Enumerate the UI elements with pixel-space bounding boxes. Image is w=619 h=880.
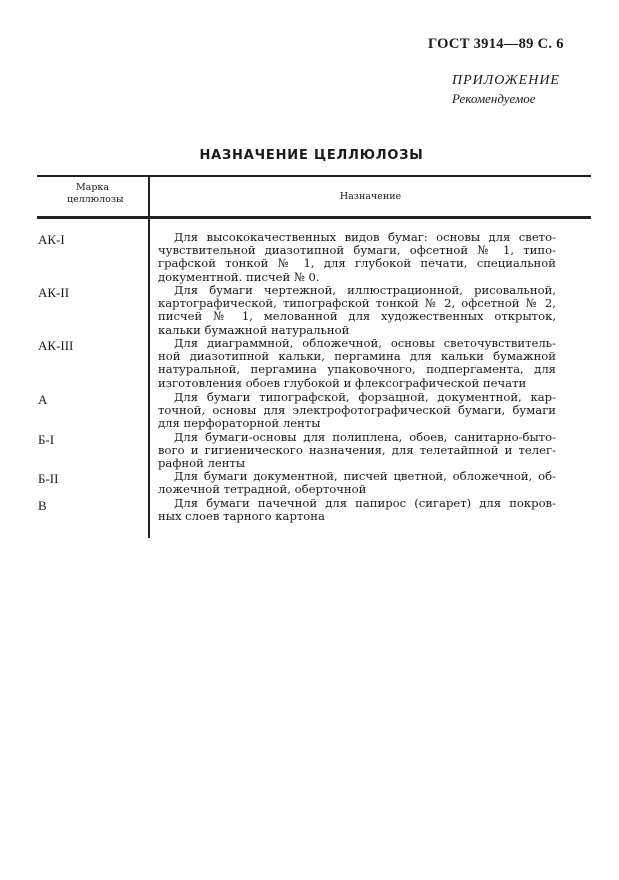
purpose-cell — [158, 231, 556, 284]
standard-page-number: ГОСТ 3914—89 С. 6 — [428, 36, 564, 52]
cellulose-grade: АК-III — [38, 338, 74, 353]
purpose-line: ной диазотипной кальки, пергамина для кальки бумажной — [158, 350, 556, 364]
purpose-line: чувствительной диазотипной бумаги, офсетной № 1, типо- — [158, 244, 556, 258]
purpose-cell — [158, 497, 556, 523]
purpose-line: натуральной, пергамина упаковочного, подпергамента, для — [158, 363, 556, 377]
purpose-line: кальки бумажной натуральной — [158, 323, 350, 337]
column-header-mark: Марка целлюлозы — [67, 182, 124, 205]
table-top-rule — [37, 175, 591, 177]
purpose-line: ложечной тетрадной, оберточной — [158, 483, 367, 497]
purpose-line: изготовления обоев глубокой и флексографической печати — [158, 376, 527, 390]
purpose-line: картографической, типографской тонкой № 2, офсетной № 2, — [158, 297, 556, 311]
purpose-cell — [158, 470, 556, 496]
purpose-line: Для бумаги чертежной, иллюстрационной, рисовальной, — [174, 284, 556, 297]
cellulose-grade: АК-II — [38, 285, 70, 300]
table-title: НАЗНАЧЕНИЕ ЦЕЛЛЮЛОЗЫ — [199, 148, 424, 163]
purpose-line: рафной ленты — [158, 457, 246, 471]
purpose-cell — [158, 431, 556, 471]
purpose-line: вого и гигиенического назначения, для телетайпной и телег- — [158, 444, 556, 458]
purpose-line: для перфораторной ленты — [158, 417, 321, 431]
purpose-cell — [158, 337, 556, 390]
purpose-line: Для диаграммной, обложечной, основы светочувствитель- — [174, 337, 556, 350]
column-header-purpose: Назначение — [339, 191, 402, 202]
purpose-cell — [158, 391, 556, 431]
purpose-line: Для бумаги-основы для полиплена, обоев, санитарно-быто- — [174, 431, 556, 444]
appendix-status: Рекомендуемое — [452, 91, 536, 106]
purpose-line: точной, основы для электрофотографической бумаги, бумаги — [158, 404, 556, 418]
column-divider — [148, 176, 150, 538]
cellulose-grade: Б-II — [38, 471, 59, 486]
purpose-line: ных слоев тарного картона — [158, 510, 325, 524]
purpose-line: графской тонкой № 1, для глубокой печати, специальной — [158, 257, 556, 271]
purpose-line: Для бумаги пачечной для папирос (сигарет) для покров- — [174, 497, 556, 510]
table-header-rule — [37, 216, 591, 219]
purpose-line: Для бумаги документной, писчей цветной, обложечной, об- — [174, 470, 556, 483]
cellulose-grade: В — [38, 498, 47, 513]
purpose-line: Для бумаги типографской, форзацной, документной, кар- — [174, 391, 556, 404]
purpose-line: Для высококачественных видов бумаг: основы для свето- — [174, 231, 556, 244]
purpose-line: документной. писчей № 0. — [158, 270, 320, 284]
purpose-cell — [158, 284, 556, 337]
cellulose-grade: А — [38, 392, 48, 407]
appendix-label: ПРИЛОЖЕНИЕ — [452, 73, 560, 88]
cellulose-grade: Б-I — [38, 432, 55, 447]
cellulose-grade: АК-I — [38, 232, 65, 247]
purpose-line: писчей № 1, мелованной для художественных открыток, — [158, 310, 556, 324]
